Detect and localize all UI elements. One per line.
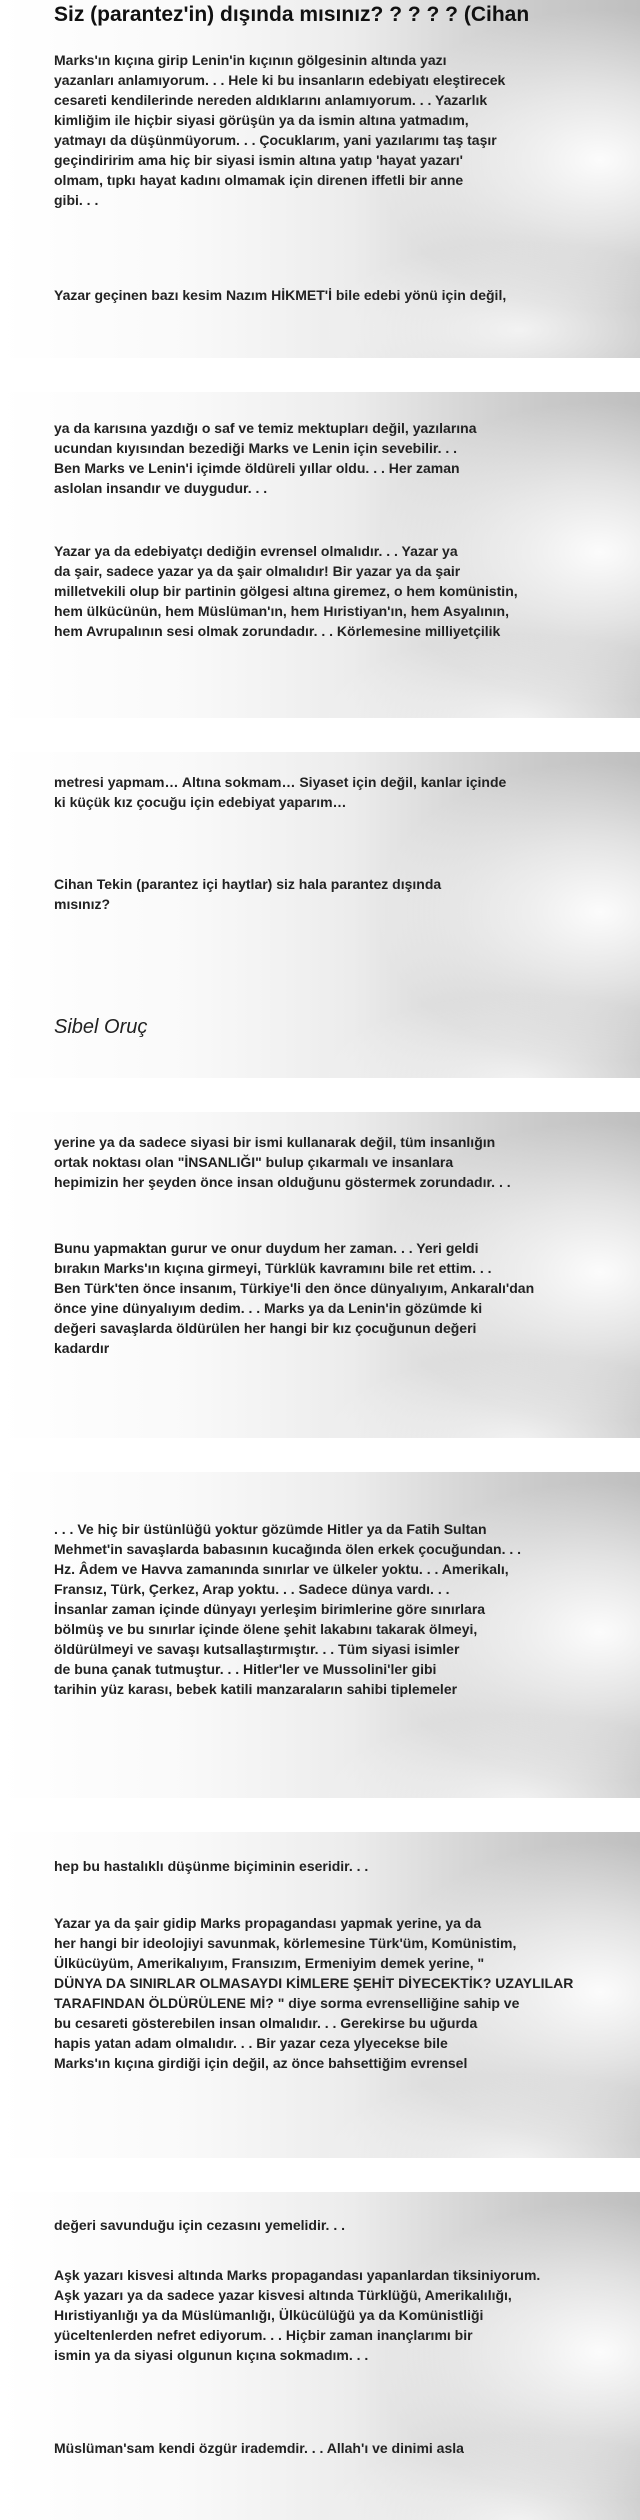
panel-separator <box>0 1438 640 1472</box>
paragraph: Marks'ın kıçına girip Lenin'in kıçının gölgesinin altında yazı yazanları anlamıyorum. . . Hele ki bu insanların edebiyatı eleştirecek cesareti kendilerinde nereden aldıklarını anlamıyorum. . . Yazarlık kimliğim ile hiçbir siyasi görüşün ya da ismin altına yatmadım, yatmayı da düşünmüyorum. . . Çocuklarım, yani yazılarımı taş taşır geçindiririm ama hiç bir siyasi ismin altına yatıp 'hayat yazarı' olmam, tıpkı hayat kadını olmamak için direnen iffetli bir anne gibi. . . <box>54 52 506 208</box>
paragraph: Yazar ya da şair gidip Marks propagandası yapmak yerine, ya da her hangi bir ideolojiyi savunmak, körlemesine Türk'üm, Komünistim, Ülkücüyüm, Amerikalıyım, Fransızım, Ermeniyim demek yerine, " DÜNYA DA SINIRLAR OLMASAYDI KİMLERE ŞEHİT DİYECEKTİK? UZAYLILAR TARAFINDAN ÖLDÜRÜLENE Mİ? " diye sorma evrenselliğine sahip ve bu cesareti gösterebilen insan olmalıdır. . . Gerekirse bu uğurda hapis yatan adam olmalıdır. . . Bir yazar ceza ylyecekse bile Marks'ın kıçına girdiği için değil, az önce bahsettiğim evrensel <box>54 1915 574 2071</box>
panel-separator <box>0 1798 640 1832</box>
page-title: Siz (parantez'in) dışında mısınız? ? ? ? ? (Cihan <box>54 3 530 26</box>
paragraph: Yazar geçinen bazı kesim Nazım HİKMET'İ bile edebi yönü için değil, <box>54 287 507 303</box>
paragraph: hep bu hastalıklı düşünme biçiminin eseridir. . . <box>54 1858 369 1874</box>
paragraph: metresi yapmam… Altına sokmam… Siyaset için değil, kanlar içinde ki küçük kız çocuğu için edebiyat yaparım… <box>54 774 507 810</box>
paragraph: yerine ya da sadece siyasi bir ismi kullanarak değil, tüm insanlığın ortak noktası olan "İNSANLIĞI" bulup çıkarmalı ve insanlara hepimizin her şeyden önce insan olduğunu göstermek zorundadır. . . <box>54 1134 511 1190</box>
text-panel-3 <box>0 752 640 1078</box>
paragraph: Yazar ya da edebiyatçı dediğin evrensel olmalıdır. . . Yazar ya da şair, sadece yazar ya da şair olmalıdır! Bir yazar ya da şair milletvekili olup bir partinin gölgesi altına giremez, o hem komünistin, hem ülkücünün, hem Müslüman'ın, hem Hıristiyan'ın, hem Asyalının, hem Avrupalının sesi olmak zorundadır. . . Körlemesine milliyetçilik <box>54 543 518 639</box>
text-panel-2 <box>0 392 640 718</box>
paragraph: Cihan Tekin (parantez içi haytlar) siz hala parantez dışında mısınız? <box>54 876 442 912</box>
paragraph: . . . Ve hiç bir üstünlüğü yoktur gözümde Hitler ya da Fatih Sultan Mehmet'in savaşlarda babasının kucağında ölen erkek çocuğundan. . . Hz. Âdem ve Havva zamanında sınırlar ve ülkeler yoktu. . . Amerikalı, Fransız, Türk, Çerkez, Arap yoktu. . . Sadece dünya vardı. . . İnsanlar zaman içinde dünyayı yerleşim birimlerine göre sınırlara bölmüş ve bu sınırlar içinde ölene şehit lakabını takarak ölmeyi, öldürülmeyi ve savaşı kutsallaştırmıştır. . . Tüm siyasi isimler de buna çanak tutmuştur. . . Hitler'ler ve Mussolini'ler gibi tarihin yüz karası, bebek katili manzaraların sahibi tiplemeler <box>54 1521 522 1697</box>
panel-separator <box>0 1078 640 1112</box>
paragraph: Aşk yazarı kisvesi altında Marks propagandası yapanlardan tiksiniyorum. Aşk yazarı ya da sadece yazar kisvesi altında Türklüğü, Amerikalılığı, Hıristiyanlığı ya da Müslümanlığı, Ülkücülüğü ya da Komünistliği yüceltenlerden nefret ediyorum. . . Hiçbir zaman inançlarımı bir ismin ya da siyasi olgunun kıçına sokmadım. . . <box>54 2267 541 2363</box>
author-signature: Sibel Oruç <box>54 1016 148 1038</box>
paragraph: Bunu yapmaktan gurur ve onur duydum her zaman. . . Yeri geldi bırakın Marks'ın kıçına girmeyi, Türklük kavramını bile ret ettim. . . Ben Türk'ten önce insanım, Türkiye'li den önce dünyalıyım, Ankaralı'dan önce yine dünyalıyım dedim. . . Marks ya da Lenin'in gözümde ki değeri savaşlarda öldürülen her hangi bir kız çocuğunun değeri kadardır <box>54 1240 535 1356</box>
panel-separator <box>0 718 640 752</box>
paragraph: Müslüman'sam kendi özgür irademdir. . . Allah'ı ve dinimi asla <box>54 2440 464 2456</box>
text-panel-1 <box>0 0 640 358</box>
paragraph: ya da karısına yazdığı o saf ve temiz mektupları değil, yazılarına ucundan kıyısından bezediği Marks ve Lenin için sevebilir. . . Ben Marks ve Lenin'i içimde öldüreli yıllar oldu. . . Her zaman aslolan insandır ve duygudur. . . <box>54 420 477 496</box>
text-panel-4 <box>0 1112 640 1438</box>
text-panel-7 <box>0 2192 640 2520</box>
paragraph: değeri savunduğu için cezasını yemelidir. . . <box>54 2217 345 2233</box>
text-panel-6 <box>0 1832 640 2158</box>
panel-separator <box>0 2158 640 2192</box>
panel-separator <box>0 358 640 392</box>
text-panel-5 <box>0 1472 640 1798</box>
